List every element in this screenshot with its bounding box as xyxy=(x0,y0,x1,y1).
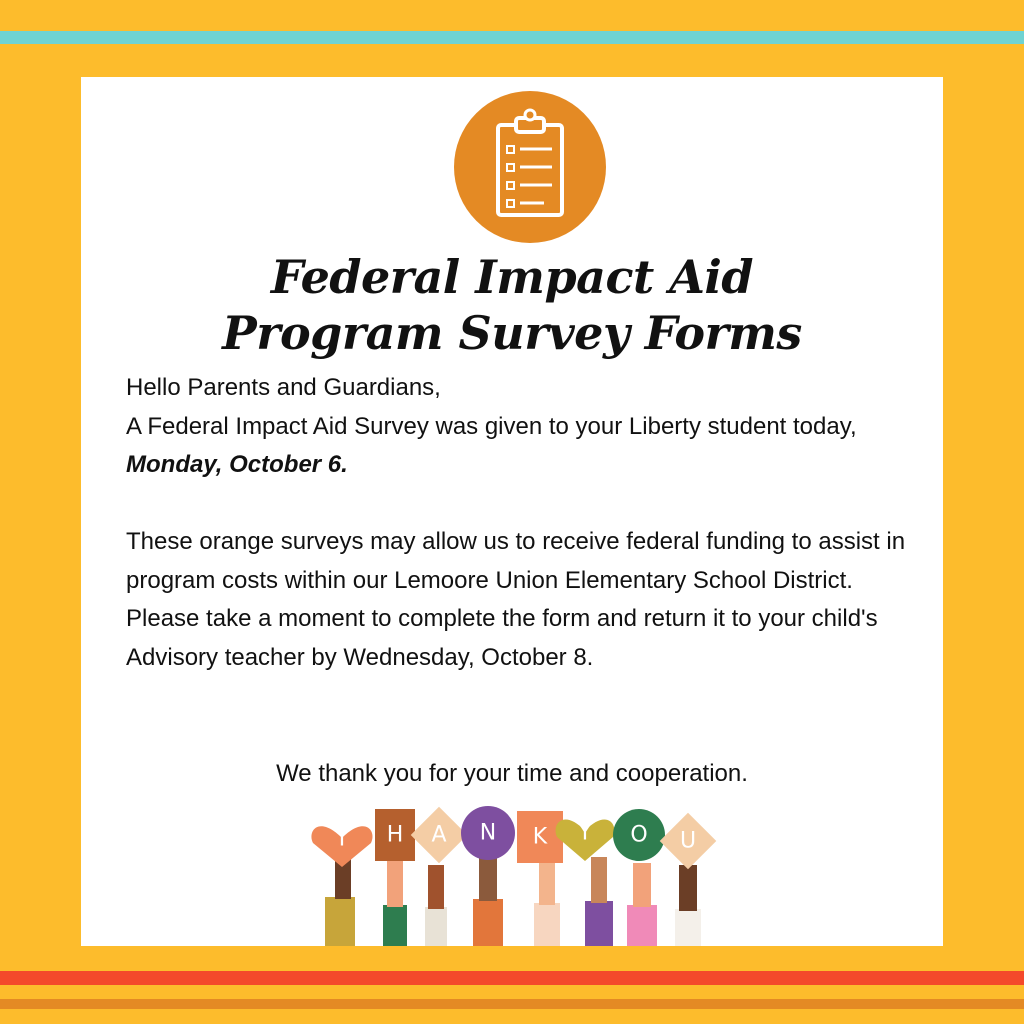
funding-paragraph: These orange surveys may allow us to receive federal funding to assist in program costs within our Lemoore Union Elementary School District. Please take a moment to complete the form and return it to your child's Advisory teacher by Wednesday, October 8. xyxy=(126,528,906,671)
clipboard-checklist-icon xyxy=(454,91,606,243)
title-line-1: Federal Impact Aid xyxy=(270,250,754,304)
announcement-card xyxy=(81,77,943,946)
survey-date: Monday, October 6. xyxy=(126,451,348,478)
greeting: Hello Parents and Guardians, xyxy=(126,374,441,401)
top-stripe xyxy=(0,31,1024,44)
raised-hands xyxy=(325,853,701,946)
bottom-stripe-orange xyxy=(0,999,1024,1009)
sign-letter-7: O xyxy=(630,822,648,848)
closing-line: We thank you for your time and cooperation. xyxy=(276,760,748,787)
survey-notice xyxy=(126,408,926,485)
sign-letter-6: Y xyxy=(578,820,592,846)
thank-you-illustration xyxy=(307,805,717,946)
sign-letter-1: T xyxy=(335,826,349,852)
bottom-stripe-red xyxy=(0,971,1024,985)
sign-letter-2: H xyxy=(386,822,404,848)
sign-letter-8: U xyxy=(679,828,697,854)
sign-letter-3: A xyxy=(431,822,447,848)
sign-letter-4: N xyxy=(479,820,497,846)
survey-notice-text: A Federal Impact Aid Survey was given to your Liberty student today, xyxy=(126,412,857,440)
page-title xyxy=(81,249,943,361)
title-line-2: Program Survey Forms xyxy=(222,306,802,360)
message-body xyxy=(126,369,926,677)
sign-letter-5: K xyxy=(532,824,548,850)
